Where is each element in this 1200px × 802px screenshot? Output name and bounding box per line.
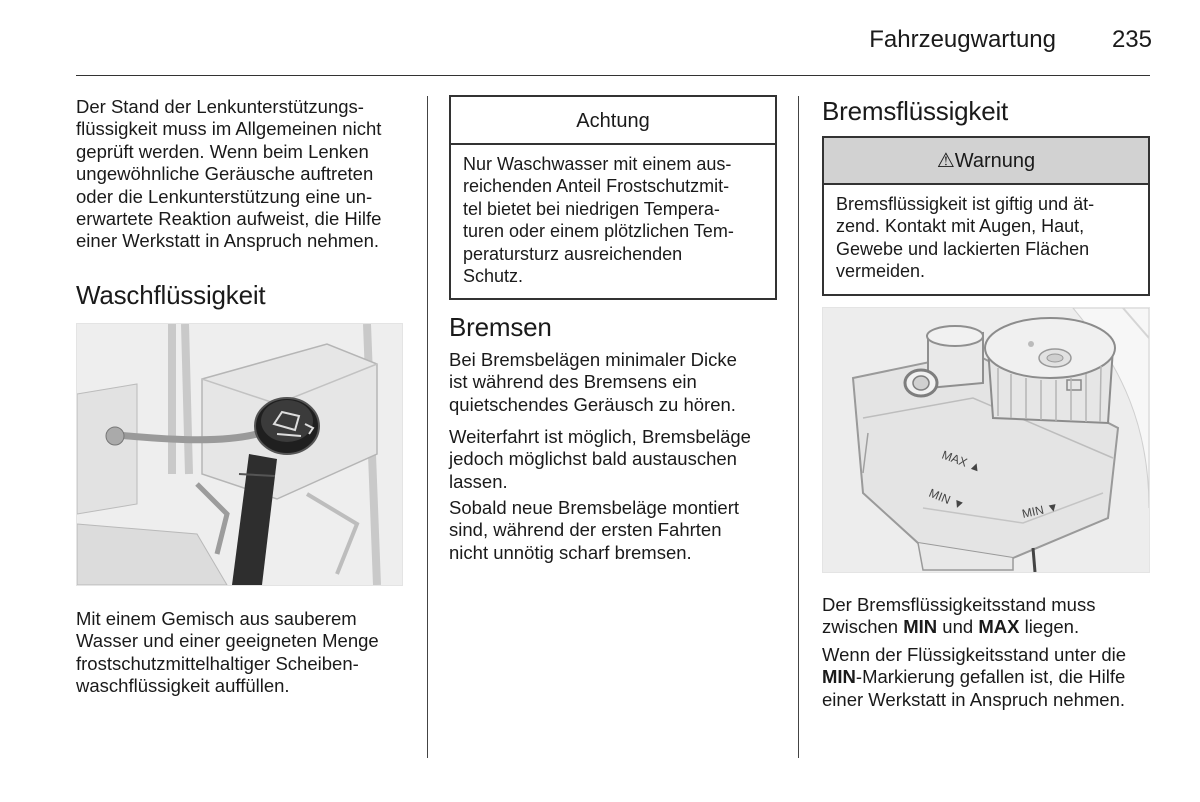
column-divider-left	[427, 96, 428, 758]
warning-box	[822, 136, 1150, 296]
column-divider-right	[798, 96, 799, 758]
running-header-title: Fahrzeugwartung	[869, 26, 1056, 53]
washer-reservoir-illustration	[76, 323, 403, 586]
caution-title: Achtung	[451, 97, 775, 145]
brake-fluid-heading: Bremsflüssigkeit	[822, 96, 1009, 126]
page-number: 235	[1111, 26, 1152, 53]
min-mark-left: MIN ▼	[926, 485, 967, 513]
steering-fluid-paragraph: Der Stand der Lenkunterstützungs- flüssigkeit muss im Allgemeinen nicht geprüft werden. Wenn beim Lenken ungewöhnliche Geräusche auftreten oder die Lenkunterstützung eine un- erwartete Reaktion aufweist, die Hilfe einer Werkstatt in Anspruch nehmen.	[76, 96, 382, 252]
warning-header	[824, 138, 1148, 185]
max-term: MAX	[978, 616, 1020, 638]
brakes-paragraph-1: Bei Bremsbelägen minimaler Dicke ist während des Bremsens ein quietschendes Geräusch zu hören.	[449, 349, 737, 415]
caution-text: Nur Waschwasser mit einem aus- reichenden Anteil Frostschutzmit- tel bietet bei niedrigen Tempera- turen oder einem plötzlichen Tem- peratursturz ausreichenden Schutz.	[463, 154, 734, 287]
brakes-heading: Bremsen	[449, 312, 552, 342]
header-rule	[76, 75, 1150, 76]
washer-fluid-paragraph: Mit einem Gemisch aus sauberem Wasser und einer geeigneten Menge frostschutzmittelhaltiger Scheiben- waschflüssigkeit auffüllen.	[76, 608, 379, 697]
min-term: MIN	[903, 616, 938, 638]
min-mark-right: MIN ▼	[1020, 499, 1061, 521]
warning-triangle-icon: ⚠	[936, 150, 955, 172]
washer-fluid-heading: Waschflüssigkeit	[76, 280, 266, 310]
brakes-paragraph-2: Weiterfahrt ist möglich, Bremsbeläge jedoch möglichst bald austauschen lassen.	[449, 426, 751, 492]
min-term: MIN	[822, 666, 856, 688]
brake-fluid-reservoir-illustration	[822, 307, 1150, 573]
brake-fluid-level-paragraph: Der Bremsflüssigkeitsstand muss zwischen MIN und MAX liegen.	[822, 594, 1096, 638]
warning-title: Warnung	[954, 150, 1036, 172]
brakes-paragraph-3: Sobald neue Bremsbeläge montiert sind, während der ersten Fahrten nicht unnötig scharf bremsen.	[449, 497, 740, 563]
brake-fluid-low-paragraph: Wenn der Flüssigkeitsstand unter die MIN-Markierung gefallen ist, die Hilfe einer Werkstatt in Anspruch nehmen.	[822, 644, 1127, 710]
warning-text: Bremsflüssigkeit ist giftig und ät- zend. Kontakt mit Augen, Haut, Gewebe und lackierten Flächen vermeiden.	[836, 194, 1095, 282]
max-mark: MAX ▲	[939, 447, 984, 475]
caution-box	[449, 95, 777, 300]
